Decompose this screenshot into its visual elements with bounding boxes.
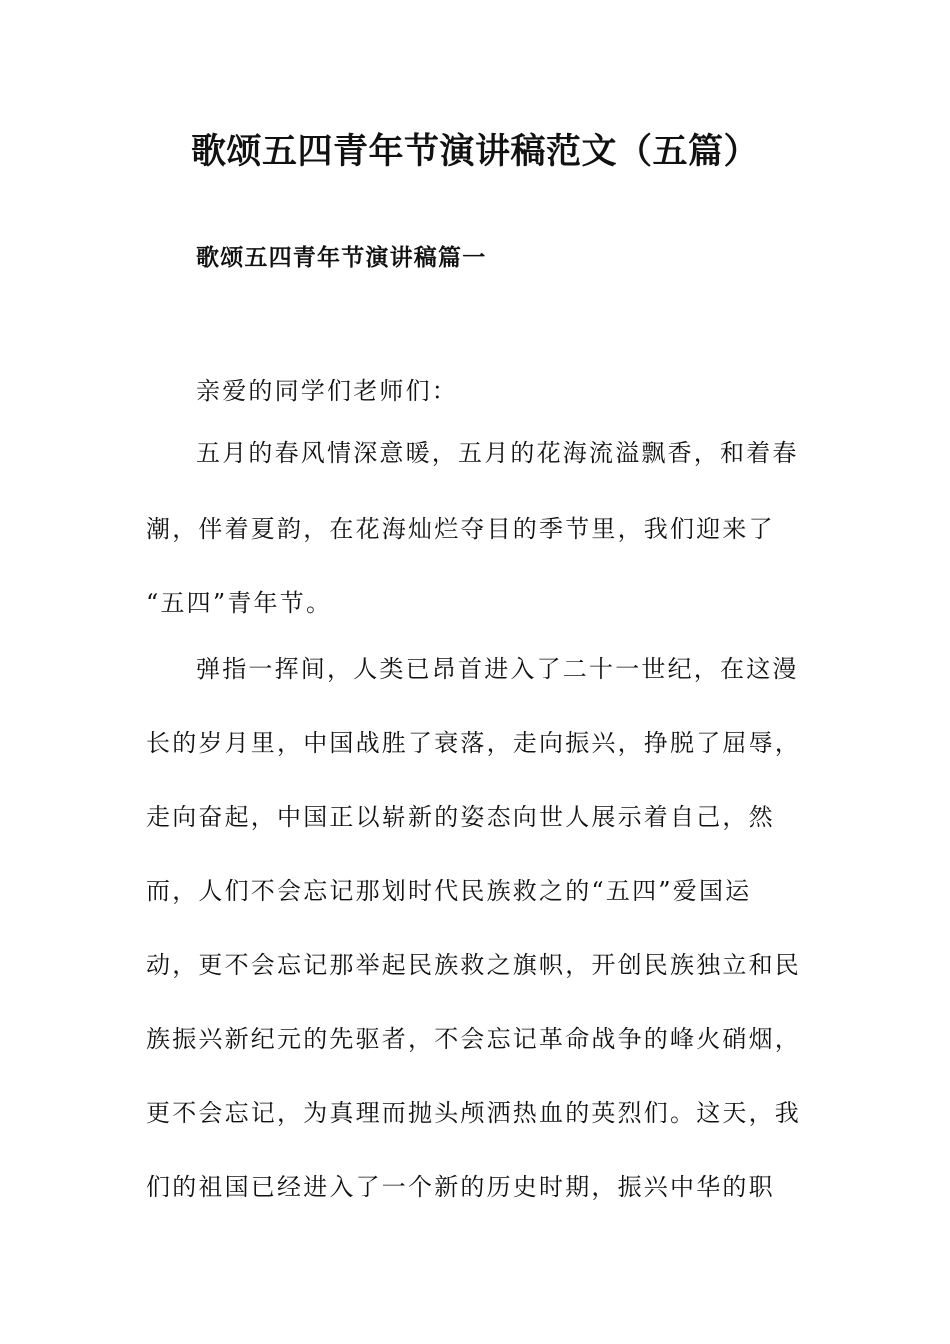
paragraph-line: 走向奋起，中国正以崭新的姿态向世人展示着自己，然 (146, 803, 775, 831)
paragraph-line: 而，人们不会忘记那划时代民族救之的“五四”爱国运 (146, 877, 752, 905)
paragraph-line: 动，更不会忘记那举起民族救之旗帜，开创民族独立和民 (146, 951, 801, 979)
paragraph-line: 潮，伴着夏韵，在花海灿烂夺目的季节里，我们迎来了 (146, 515, 775, 543)
paragraph-line: 长的岁月里，中国战胜了衰落，走向振兴，挣脱了屈辱， (146, 729, 801, 757)
document-title: 歌颂五四青年节演讲稿范文（五篇） (190, 131, 759, 172)
paragraph-line: 更不会忘记，为真理而抛头颅洒热血的英烈们。这天，我 (146, 1099, 801, 1127)
paragraph-line: 们的祖国已经进入了一个新的历史时期，振兴中华的职 (146, 1173, 775, 1201)
paragraph-line: 族振兴新纪元的先驱者，不会忘记革命战争的峰火硝烟， (146, 1025, 801, 1053)
salutation-line: 亲爱的同学们老师们： (196, 377, 458, 405)
paragraph-line: 弹指一挥间，人类已昂首进入了二十一世纪，在这漫 (196, 655, 799, 683)
paragraph-line: “五四”青年节。 (146, 589, 333, 617)
paragraph-line: 五月的春风情深意暖，五月的花海流溢飘香，和着春 (196, 439, 799, 467)
section-heading: 歌颂五四青年节演讲稿篇一 (196, 244, 487, 271)
